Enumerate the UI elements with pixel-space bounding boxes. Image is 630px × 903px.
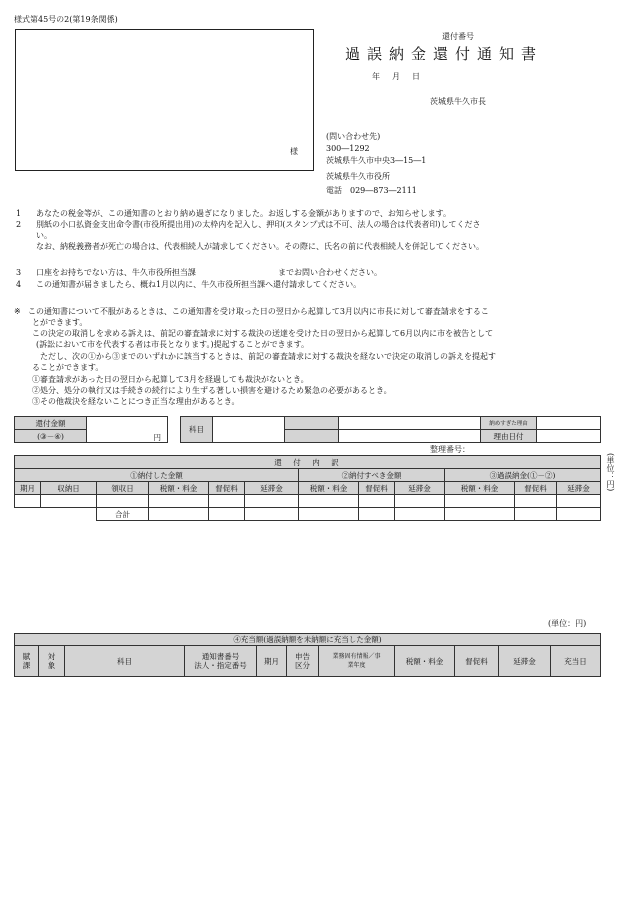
col-notice-number: 通知書番号 法人・指定番号 [185, 646, 257, 677]
issuer: 茨城県牛久市長 [430, 97, 486, 106]
contact-phone: 電話 029―873―2111 [326, 186, 417, 195]
appeal-line-3: この決定の取消しを求める訴えは、前記の審査請求に対する裁決の送達を受けた日の翌日から起算して6月以内に市を被告として [32, 329, 494, 338]
refund-number-label: 還付番号 [442, 32, 474, 41]
col-over-late: 延滞金 [557, 482, 601, 495]
note-2-number: 2 [16, 220, 22, 229]
allocation-unit: (単位：円) [548, 619, 587, 628]
subject-extra-1 [285, 417, 339, 430]
col-due-fee: 督促料 [359, 482, 395, 495]
note-1: あなたの税金等が、この通知書のとおり納め過ぎになりました。お返しする金額がありますので、お知らせします。 [36, 209, 451, 218]
col-allocation-date: 充当日 [551, 646, 601, 677]
note-2-cont: い。 [36, 231, 52, 240]
refund-amount-formula: (③－④) [15, 430, 87, 443]
serial-number-label: 整理番号： [430, 445, 470, 454]
overpay-reason-value [537, 417, 601, 430]
contact-postal: 300―1292 [326, 144, 370, 153]
col-filing-type: 申告 区分 [287, 646, 319, 677]
refund-amount-value [87, 417, 168, 443]
col-due-tax: 税額・料金 [299, 482, 359, 495]
total-row [15, 508, 601, 521]
appeal-line-7: ①審査請求があった日の翌日から起算して3月を経過しても裁決がないとき。 [32, 375, 309, 384]
col-over-fee: 督促料 [515, 482, 557, 495]
form-number: 様式第45号の2(第19条関係) [14, 15, 118, 24]
refund-breakdown-table [14, 455, 601, 521]
allocation-title: ④充当額(過誤納額を未納額に充当した金額) [15, 634, 601, 646]
notes [14, 208, 610, 298]
col-due-late: 延滞金 [395, 482, 445, 495]
appeal-line-5: ただし、次の①から③までのいずれかに該当するときは、前記の審査請求に対する裁決を経ないで決定の取消しの訴えを提起す [40, 352, 496, 361]
refund-date-label: 理由日付 [481, 430, 537, 443]
address-box [15, 29, 314, 171]
breakdown-title: 還 付 内 訳 [15, 456, 601, 469]
col-payment-date: 収納日 [41, 482, 97, 495]
contact-address: 茨城県牛久市中央3―15―1 [326, 156, 427, 165]
col-receipt-date: 領収日 [97, 482, 149, 495]
group-due: ②納付すべき金額 [299, 469, 445, 482]
note-4: この通知書が届きましたら、概ね1月以内に、牛久市役所担当課へ還付請求してください。 [36, 280, 362, 289]
allocation-table [14, 633, 601, 677]
col-tax: 税額・料金 [395, 646, 455, 677]
col-target: 対 象 [39, 646, 65, 677]
overpay-reason-label: 納めすぎた理由 [481, 417, 537, 430]
issue-date: 年 月 日 [372, 72, 422, 81]
subject-extra-2 [339, 417, 481, 430]
group-overpaid: ③過誤納金(①－②) [445, 469, 601, 482]
col-period: 期月 [15, 482, 41, 495]
col-late: 延滞金 [499, 646, 551, 677]
note-2-extra: なお、納税義務者が死亡の場合は、代表相続人が請求してください。その際に、氏名の前に代表相続人を併記してください。 [36, 242, 484, 251]
note-3-number: 3 [16, 268, 22, 277]
refund-date-value [537, 430, 601, 443]
contact-heading: (問い合わせ先) [326, 132, 381, 141]
table-row [15, 495, 601, 508]
subject-value [213, 417, 285, 443]
refund-amount-label: 還付金額 [15, 417, 87, 430]
col-paid-fee: 督促料 [209, 482, 245, 495]
subject-extra-3 [285, 430, 339, 443]
note-2: 別紙の小口払資金支出命令書(市役所提出用)の太枠内を記入し、押印(スタンプ式は不可、法人の場合は代表者印)してくださ [36, 220, 481, 229]
note-1-number: 1 [16, 209, 22, 218]
yen-unit: 円 [153, 433, 161, 442]
subject-label: 科目 [181, 417, 213, 443]
col-levy: 賦 課 [15, 646, 39, 677]
col-paid-late: 延滞金 [245, 482, 299, 495]
appeal-notice [14, 306, 610, 416]
col-fee: 督促料 [455, 646, 499, 677]
refund-amount-box [14, 416, 168, 443]
total-label: 合計 [97, 508, 149, 521]
note-4-number: 4 [16, 280, 22, 289]
col-subject: 科目 [65, 646, 185, 677]
contact-office: 茨城県牛久市役所 [326, 172, 390, 181]
col-period: 期月 [257, 646, 287, 677]
col-over-tax: 税額・料金 [445, 482, 515, 495]
appeal-line-6: ることができます。 [32, 363, 104, 372]
col-paid-tax: 税額・料金 [149, 482, 209, 495]
appeal-mark: ※ [14, 307, 21, 316]
subject-box [180, 416, 601, 443]
note-3b: までお問い合わせください。 [278, 268, 382, 277]
appeal-line-9: ③その他裁決を経ないことにつき正当な理由があるとき。 [32, 397, 240, 406]
appeal-line-1: この通知書について不服があるときは、この通知書を受け取った日の翌日から起算して3月以内に市長に対して審査請求をするこ [28, 307, 489, 316]
col-fiscal-year: 業務固有情報／事 業年度 [319, 646, 395, 677]
group-paid: ①納付した金額 [15, 469, 299, 482]
breakdown-unit: (単位：円) [606, 453, 615, 492]
appeal-line-4: (訴訟において市を代表する者は市長となります。)提起することができます。 [36, 340, 309, 349]
page-title: 過誤納金還付通知書 [345, 45, 544, 63]
appeal-line-2: とができます。 [32, 318, 88, 327]
recipient-suffix: 様 [290, 147, 298, 156]
subject-extra-4 [339, 430, 481, 443]
appeal-line-8: ②処分、処分の執行又は手続きの続行により生ずる著しい損害を避けるため緊急の必要があるとき。 [32, 386, 392, 395]
note-3a: 口座をお持ちでない方は、牛久市役所担当課 [36, 268, 196, 277]
